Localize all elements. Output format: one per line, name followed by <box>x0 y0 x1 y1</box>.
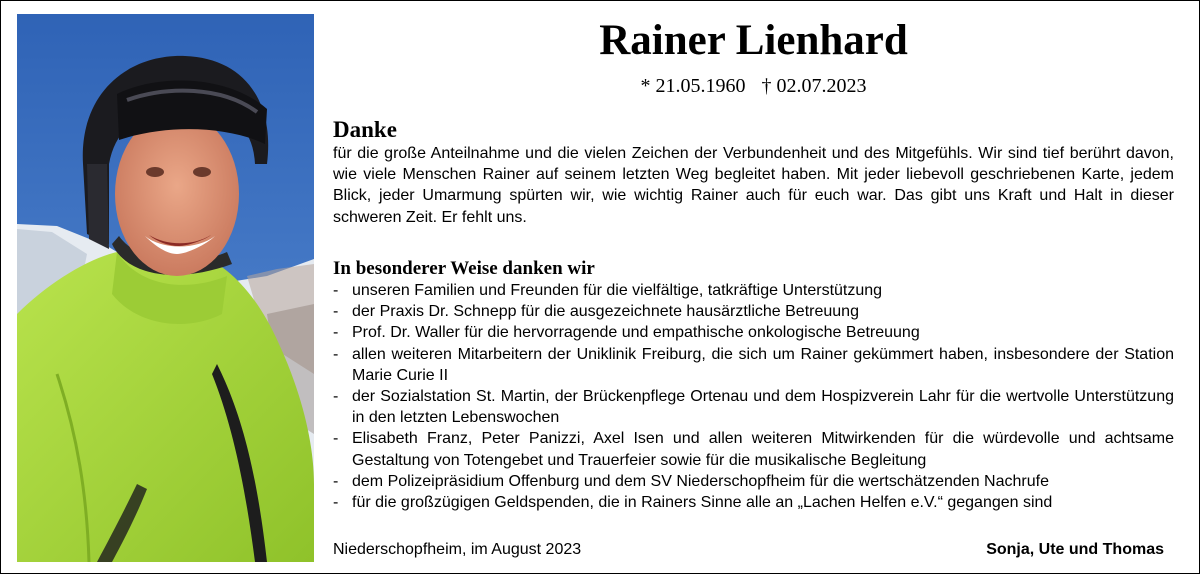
list-item-text: Elisabeth Franz, Peter Panizzi, Axel Isen und allen weiteren Mitwirkenden für die würdevolle und achtsame Gestaltung von Totengebet und Trauerfeier sowie für die musikalische Begleitung <box>352 430 1174 469</box>
list-item <box>333 301 1174 322</box>
signers: Sonja, Ute und Thomas <box>986 541 1164 558</box>
birth-date: * 21.05.1960 <box>640 75 746 97</box>
bullet-dash: - <box>333 494 339 512</box>
place-and-date: Niederschopfheim, im August 2023 <box>333 541 582 558</box>
special-thanks-heading: In besonderer Weise danken wir <box>333 258 595 279</box>
list-item-text: der Praxis Dr. Schnepp für die ausgezeichnete hausärztliche Betreuung <box>352 303 859 321</box>
bullet-dash: - <box>333 282 339 299</box>
bullet-dash: - <box>333 472 339 490</box>
thanks-paragraph: für die große Anteilnahme und die vielen Zeichen der Verbundenheit und des Mitgefühls. Wir sind tief berührt davon, wie viele Menschen Rainer auf seinem letzten Weg begleitet haben. Mit jeder liebevoll geschriebenen Karte, jedem Blick, jeder Umarmung spürten wir, wie wichtig Rainer auch für euch war. Das gibt uns Kraft und Halt in dieser schweren Zeit. Er fehlt uns. <box>333 145 1174 226</box>
list-item-text: für die großzügigen Geldspenden, die in Rainers Sinne alle an „Lachen Helfen e.V.“ gegangen sind <box>352 494 1053 512</box>
list-item-text: unseren Familien und Freunden für die vielfältige, tatkräftige Unterstützung <box>352 282 883 299</box>
thanks-heading: Danke <box>333 117 397 142</box>
bullet-dash: - <box>333 388 339 406</box>
bullet-dash: - <box>333 303 339 321</box>
bullet-dash: - <box>333 345 339 363</box>
bullet-dash: - <box>333 324 339 342</box>
list-item <box>333 471 1174 492</box>
portrait-photo <box>17 14 314 562</box>
list-item-text: der Sozialstation St. Martin, der Brückenpflege Ortenau und dem Hospizverein Lahr für die wertvolle Unterstützung in den letzten Lebenswochen <box>352 388 1174 427</box>
list-item-text: allen weiteren Mitarbeitern der Uniklinik Freiburg, die sich um Rainer gekümmert haben, insbesondere der Station Marie Curie II <box>352 345 1174 384</box>
list-item <box>333 428 1174 470</box>
list-item <box>333 280 1174 301</box>
life-dates <box>331 73 1176 99</box>
list-item-text: dem Polizeipräsidium Offenburg und dem SV Niederschopfheim für die wertschätzenden Nachrufe <box>352 472 1049 490</box>
bullet-dash: - <box>333 430 339 448</box>
list-item <box>333 322 1174 343</box>
death-date: † 02.07.2023 <box>761 75 867 97</box>
list-item <box>333 492 1174 513</box>
list-item <box>333 386 1174 428</box>
list-item <box>333 344 1174 386</box>
deceased-name: Rainer Lienhard <box>599 17 908 64</box>
special-thanks-list <box>333 280 1174 513</box>
list-item-text: Prof. Dr. Waller für die hervorragende und empathische onkologische Betreuung <box>352 324 920 342</box>
